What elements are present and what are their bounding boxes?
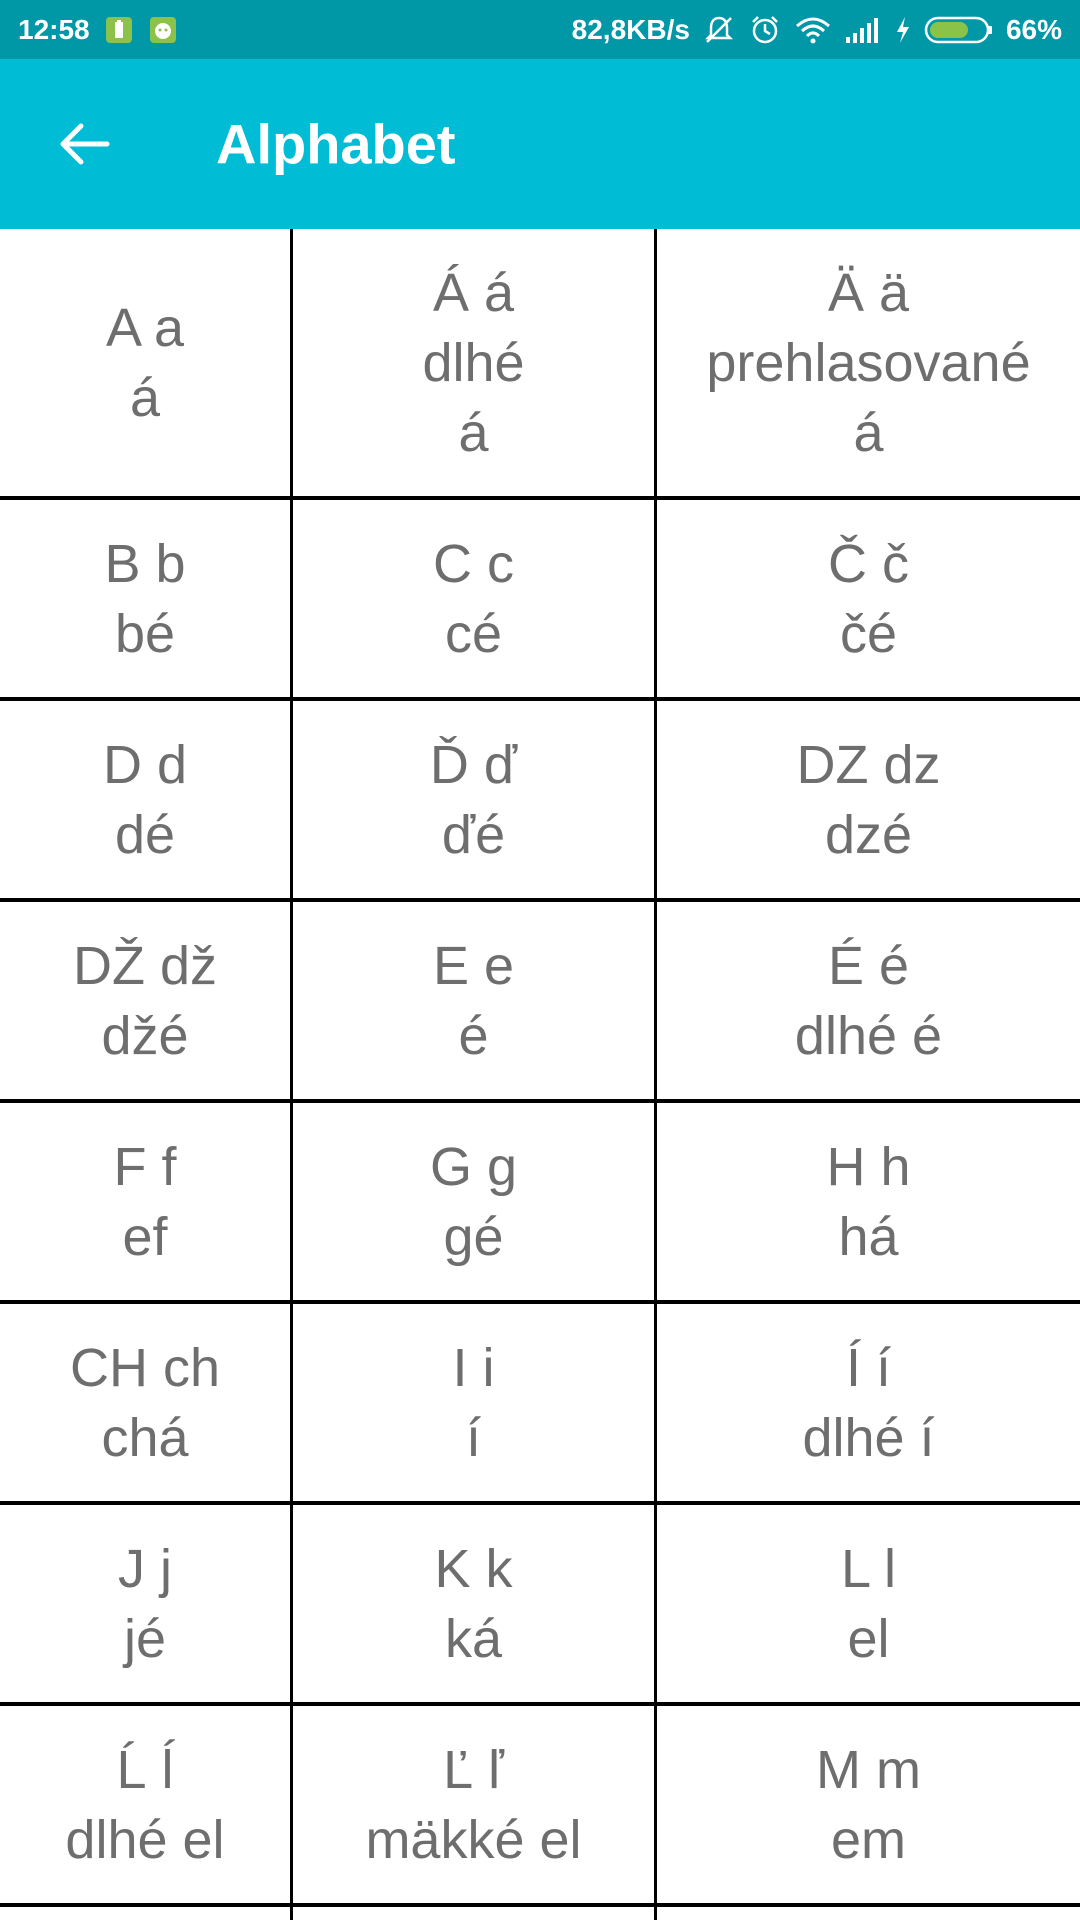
letter-glyph: A a	[105, 297, 185, 358]
letter-name: prehlasované	[706, 332, 1031, 393]
letter-name: el	[847, 1608, 890, 1669]
letter-glyph: Í í	[845, 1337, 891, 1398]
letter-glyph: DŽ dž	[72, 935, 218, 996]
letter-glyph: G g	[429, 1136, 518, 1197]
letter-cell[interactable]	[293, 500, 654, 697]
letter-name: em	[830, 1809, 906, 1870]
letter-name: dlhé el	[65, 1809, 225, 1870]
letter-name: gé	[443, 1206, 504, 1267]
letter-cell[interactable]	[293, 902, 654, 1099]
status-bar	[0, 0, 1080, 59]
letter-cell[interactable]	[0, 1505, 290, 1702]
battery-percent: 66%	[1005, 13, 1062, 45]
letter-cell[interactable]	[0, 1706, 290, 1903]
letter-cell[interactable]	[0, 701, 290, 898]
letter-name: dlhé	[422, 332, 525, 393]
letter-glyph: Ä ä	[827, 262, 910, 323]
letter-cell[interactable]	[0, 1304, 290, 1501]
letter-name: á	[853, 402, 884, 463]
letter-name: cé	[444, 603, 503, 664]
letter-cell[interactable]	[0, 902, 290, 1099]
letter-cell[interactable]	[657, 500, 1080, 697]
letter-cell[interactable]	[657, 1103, 1080, 1300]
letter-glyph: F f	[113, 1136, 177, 1197]
letter-glyph: DZ dz	[796, 734, 941, 795]
letter-glyph: Ľ ľ	[443, 1739, 504, 1800]
letter-name: ďé	[441, 804, 506, 865]
battery-icon	[924, 15, 994, 45]
letter-name: í	[465, 1407, 481, 1468]
letter-glyph: K k	[434, 1538, 513, 1599]
letter-cell[interactable]	[0, 500, 290, 697]
alarm-icon	[748, 13, 782, 47]
letter-name: dlhé í	[802, 1407, 935, 1468]
letter-glyph: B b	[104, 533, 186, 594]
page-title: Alphabet	[216, 112, 456, 176]
letter-cell[interactable]	[293, 1907, 654, 1920]
letter-glyph: D d	[102, 734, 188, 795]
letter-glyph: É é	[827, 935, 910, 996]
letter-cell[interactable]	[293, 1706, 654, 1903]
letter-name: á	[458, 402, 489, 463]
wifi-icon	[794, 15, 832, 45]
letter-cell[interactable]	[293, 701, 654, 898]
charging-icon	[894, 15, 912, 45]
letter-name: dlhé é	[794, 1005, 943, 1066]
android-notification-icon	[148, 15, 178, 45]
letter-cell[interactable]	[293, 1304, 654, 1501]
letter-glyph: I i	[452, 1337, 495, 1398]
letter-glyph: CH ch	[69, 1337, 221, 1398]
letter-cell[interactable]	[657, 1505, 1080, 1702]
letter-cell[interactable]	[657, 1907, 1080, 1920]
letter-name: dzé	[824, 804, 913, 865]
letter-name: há	[838, 1206, 899, 1267]
letter-name: džé	[101, 1005, 189, 1066]
letter-glyph: E e	[432, 935, 515, 996]
letter-cell[interactable]	[657, 229, 1080, 496]
letter-cell[interactable]	[657, 701, 1080, 898]
letter-name: ef	[122, 1206, 168, 1267]
letter-glyph: Č č	[828, 533, 909, 594]
letter-cell[interactable]	[0, 1907, 290, 1920]
alphabet-grid	[0, 229, 1080, 1920]
letter-glyph: H h	[826, 1136, 911, 1197]
letter-glyph: Ď ď	[429, 734, 518, 795]
letter-cell[interactable]	[0, 229, 290, 496]
letter-name: čé	[839, 603, 898, 664]
letter-name: jé	[123, 1608, 167, 1669]
network-speed: 82,8KB/s	[571, 13, 690, 45]
letter-cell[interactable]	[657, 1706, 1080, 1903]
letter-cell[interactable]	[293, 1103, 654, 1300]
letter-cell[interactable]	[657, 902, 1080, 1099]
letter-name: é	[458, 1005, 489, 1066]
letter-glyph: L l	[840, 1538, 897, 1599]
arrow-back-icon	[57, 120, 111, 168]
battery-saver-icon	[104, 15, 134, 45]
letter-name: bé	[114, 603, 176, 664]
letter-glyph: C c	[433, 533, 514, 594]
letter-cell[interactable]	[293, 1505, 654, 1702]
letter-name: á	[129, 367, 161, 428]
status-time: 12:58	[18, 13, 90, 45]
letter-name: ká	[444, 1608, 503, 1669]
letter-cell[interactable]	[0, 1103, 290, 1300]
signal-icon	[844, 15, 882, 45]
app-bar	[0, 59, 1080, 229]
mute-icon	[702, 13, 736, 47]
letter-name: mäkké el	[365, 1809, 582, 1870]
letter-glyph: Ĺ ĺ	[116, 1739, 174, 1800]
letter-name: chá	[101, 1407, 189, 1468]
back-button[interactable]	[52, 112, 116, 176]
letter-glyph: J j	[118, 1538, 172, 1599]
letter-cell[interactable]	[293, 229, 654, 496]
letter-glyph: M m	[816, 1739, 921, 1800]
letter-glyph: Á á	[432, 262, 515, 323]
letter-name: dé	[114, 804, 176, 865]
letter-cell[interactable]	[657, 1304, 1080, 1501]
